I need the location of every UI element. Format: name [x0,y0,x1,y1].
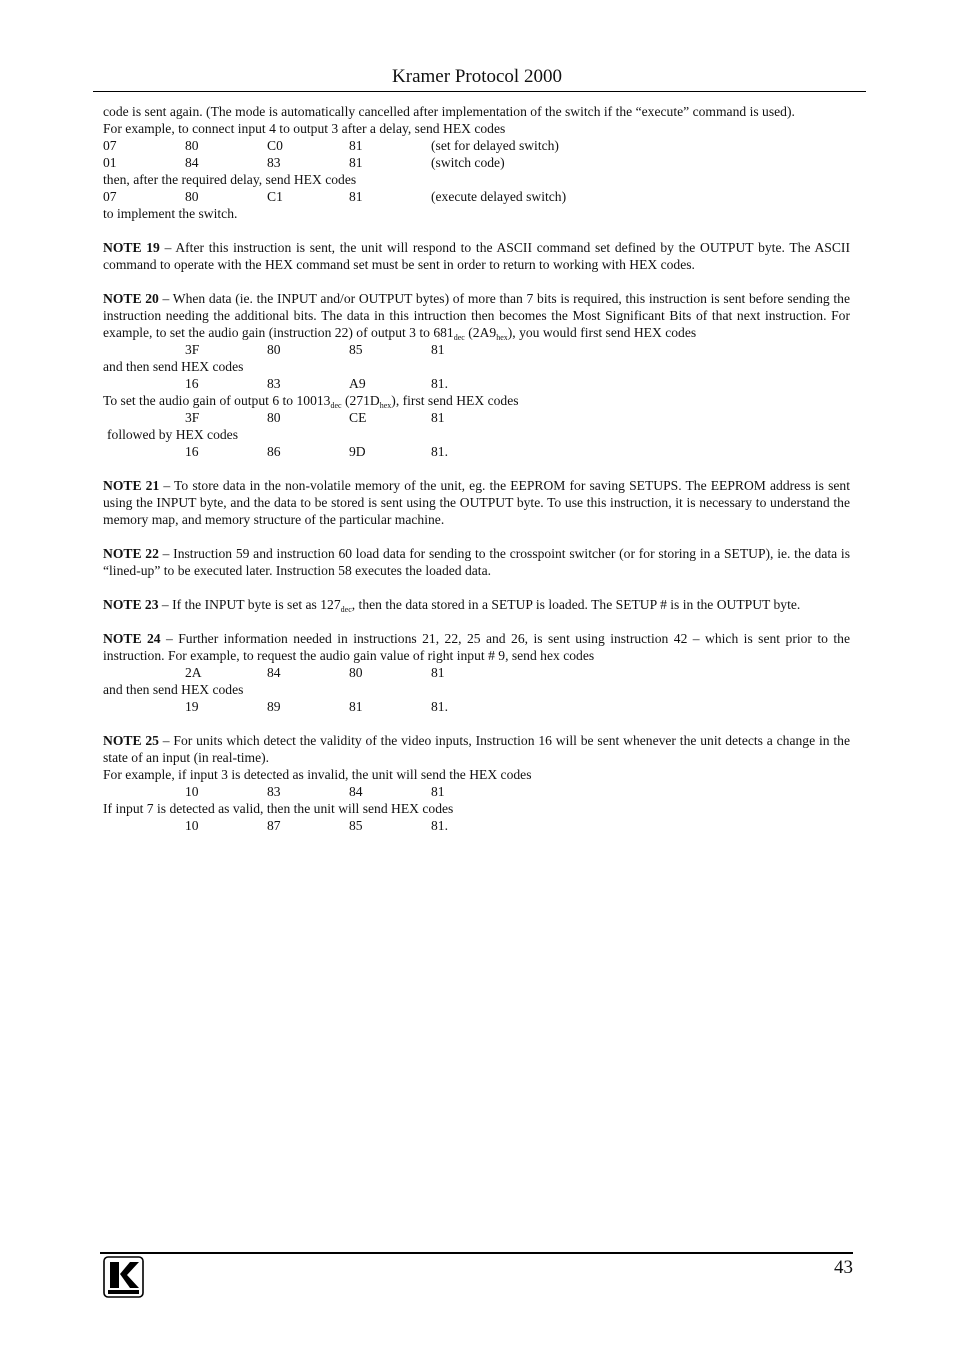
hex-comment: (set for delayed switch) [431,138,559,153]
note-text: (271D [341,393,380,408]
note-25 [103,732,850,766]
note-label: NOTE 20 [103,291,159,306]
note-text: – After this instruction is sent, the unit will respond to the ASCII command set defined by the OUTPUT byte. The ASCII command to operate with the HEX command set must be sent in order to return to working with HEX codes. [103,240,850,272]
hex-code-row [103,409,850,426]
hex-byte: 9D [349,444,366,459]
hex-byte: 01 [103,155,117,170]
hex-byte: 85 [349,818,363,833]
hex-byte: 07 [103,189,117,204]
footer-divider [100,1252,853,1254]
hex-comment: (execute delayed switch) [431,189,567,204]
note-text: – To store data in the non-volatile memory of the unit, eg. the EEPROM for saving SETUPS. The EEPROM address is sent using the INPUT byte, and the data to be stored is sent using the OUTPUT byte. To use this instruction, it is necessary to understand the memory map, and memory structure of the particular machine. [103,478,850,527]
note-label: NOTE 19 [103,240,160,255]
hex-byte: 81 [349,699,363,714]
hex-byte: A9 [349,376,366,391]
note-label: NOTE 23 [103,597,159,612]
paragraph: code is sent again. (The mode is automatically cancelled after implementation of the switch if the “execute” command is used). [103,104,795,119]
hex-byte: 80 [267,342,281,357]
hex-byte: 85 [349,342,363,357]
hex-byte: 84 [185,155,199,170]
hex-byte: 81 [431,410,445,425]
hex-byte: 10 [185,818,199,833]
hex-byte: C0 [267,138,283,153]
subscript: dec [340,605,352,614]
note-label: NOTE 22 [103,546,159,561]
hex-byte: 89 [267,699,281,714]
hex-byte: 19 [185,699,199,714]
note-text: – Instruction 59 and instruction 60 load data for sending to the crosspoint switcher (or for storing in a SETUP), ie. the data is “lined-up” to be executed later. Instruction 58 executes the loaded data. [103,546,850,578]
subscript: hex [379,401,392,410]
hex-byte: 83 [267,376,281,391]
hex-byte: 16 [185,376,199,391]
paragraph: then, after the required delay, send HEX codes [103,172,357,187]
paragraph: For example, if input 3 is detected as invalid, the unit will send the HEX codes [103,767,532,782]
hex-byte: 84 [267,665,281,680]
kramer-logo [103,1256,144,1298]
hex-byte: 83 [267,155,281,170]
hex-byte: 3F [185,342,200,357]
hex-byte: 80 [185,138,199,153]
hex-byte: 81 [349,189,363,204]
note-text: , then the data stored in a SETUP is loaded. The SETUP # is in the OUTPUT byte. [351,597,801,612]
hex-code-row [103,341,850,358]
hex-byte: 87 [267,818,281,833]
note-text: ), first send HEX codes [391,393,519,408]
hex-code-row [103,664,850,681]
note-text: – Further information needed in instructions 21, 22, 25 and 26, is sent using instruction 42 – which is sent prior to the instruction. For example, to request the audio gain value of right input # 9, send hex codes [103,631,850,663]
hex-byte: C1 [267,189,283,204]
paragraph: and then send HEX codes [103,359,244,374]
hex-byte: 86 [267,444,281,459]
hex-code-row [103,188,850,205]
hex-byte: 80 [267,410,281,425]
note-label: NOTE 21 [103,478,160,493]
hex-code-row [103,375,850,392]
paragraph: If input 7 is detected as valid, then the unit will send HEX codes [103,801,454,816]
hex-byte: CE [349,410,367,425]
paragraph: followed by HEX codes [107,427,238,442]
hex-byte: 81 [431,665,445,680]
hex-byte: 80 [185,189,199,204]
hex-byte: 3F [185,410,200,425]
hex-code-row [103,154,850,171]
note-text: – If the INPUT byte is set as 127 [158,597,341,612]
paragraph: and then send HEX codes [103,682,244,697]
hex-code-row [103,698,850,715]
note-23 [103,596,850,613]
note-22 [103,545,850,579]
hex-byte: 83 [267,784,281,799]
page-body [103,103,850,834]
note-label: NOTE 24 [103,631,161,646]
hex-byte: 81 [431,342,445,357]
note-label: NOTE 25 [103,733,159,748]
hex-byte: 81. [431,376,448,391]
page-number: 43 [834,1257,853,1278]
note-text: (2A9 [464,325,497,340]
hex-code-row [103,443,850,460]
note-text: – For units which detect the validity of the video inputs, Instruction 16 will be sent whenever the unit detects a change in the state of an input (in real-time). [103,733,850,765]
hex-comment: (switch code) [431,155,505,170]
note-24 [103,630,850,664]
note-text: ), you would first send HEX codes [507,325,697,340]
subscript: hex [496,333,508,342]
hex-byte: 80 [349,665,363,680]
hex-byte: 81 [349,138,363,153]
hex-byte: 81 [349,155,363,170]
hex-byte: 81. [431,444,448,459]
note-20 [103,290,850,341]
paragraph [103,392,850,409]
subscript: dec [330,401,342,410]
hex-byte: 81. [431,818,448,833]
hex-byte: 84 [349,784,363,799]
hex-code-row [103,137,850,154]
hex-byte: 10 [185,784,199,799]
paragraph: to implement the switch. [103,206,238,221]
paragraph: For example, to connect input 4 to output 3 after a delay, send HEX codes [103,121,506,136]
page-header-title: Kramer Protocol 2000 [392,66,562,87]
note-text: – When data (ie. the INPUT and/or OUTPUT bytes) of more than 7 bits is required, this instruction is sent before sending the instruction needing the additional bits. The data in this intruction then becomes the Most Significant Bits of that next instruction. For example, to set the audio gain (instruction 22) of output 3 to 681 [103,291,850,340]
hex-byte: 81 [431,784,445,799]
hex-byte: 07 [103,138,117,153]
hex-byte: 16 [185,444,199,459]
hex-code-row [103,817,850,834]
note-text: To set the audio gain of output 6 to 10013 [103,393,331,408]
header-divider [93,91,866,92]
note-21 [103,477,850,528]
hex-byte: 2A [185,665,202,680]
hex-byte: 81. [431,699,448,714]
note-19 [103,239,850,273]
hex-code-row [103,783,850,800]
subscript: dec [453,333,465,342]
